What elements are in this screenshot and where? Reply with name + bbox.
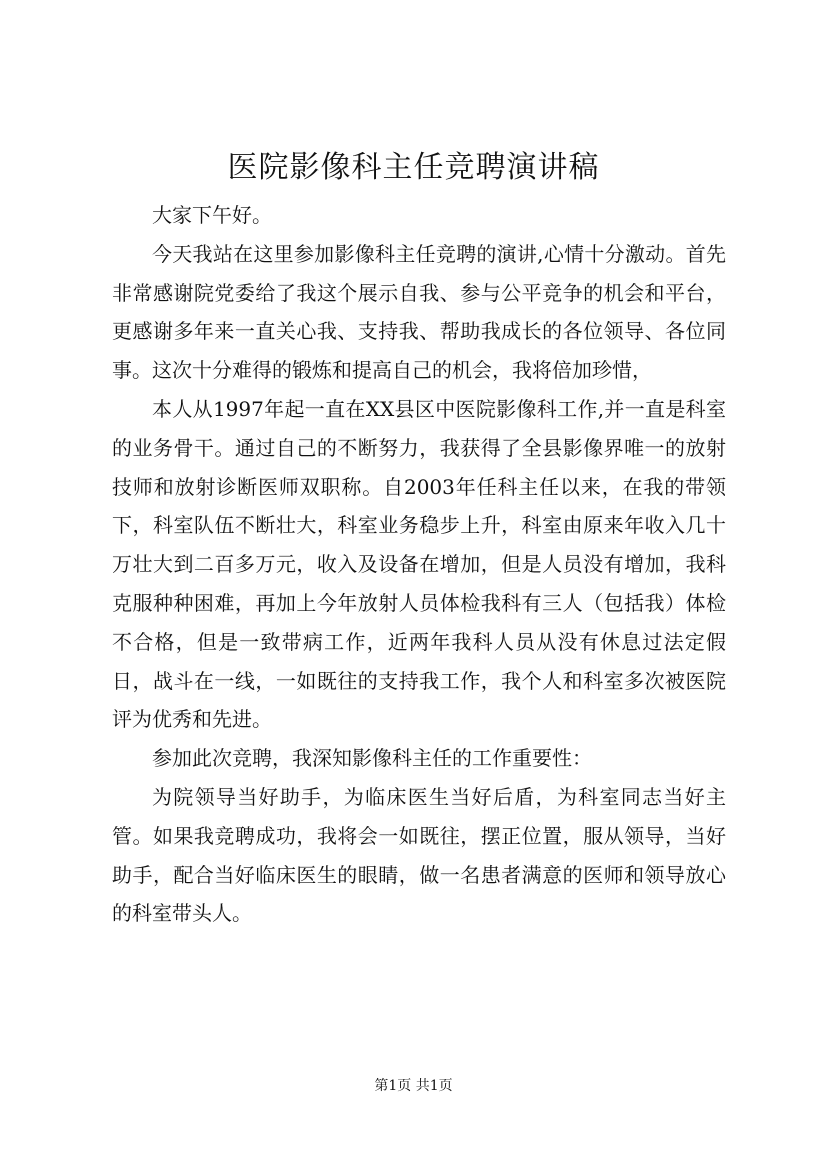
paragraph-importance: 参加此次竞聘，我深知影像科主任的工作重要性： bbox=[152, 746, 592, 771]
paragraph-commitment: 为院领导当好助手，为临床医生当好后盾，为科室同志当好主管。如果我竞聘成功，我将会一如既往，摆正位置，服从领导，当好助手，配合当好临床医生的眼睛，做一名患者满意的医师和领导放心的科室带头人。 bbox=[112, 784, 726, 926]
document-body bbox=[112, 196, 726, 933]
paragraph-introduction: 今天我站在这里参加影像科主任竞聘的演讲,心情十分激动。首先非常感谢院党委给了我这个展示自我、参与公平竞争的机会和平台，更感谢多年来一直关心我、支持我、帮助我成长的各位领导、各位同事。这次十分难得的锻炼和提高自己的机会，我将倍加珍惜， bbox=[112, 241, 726, 383]
paragraph-greeting: 大家下午好。 bbox=[152, 203, 272, 227]
paragraph-experience: 本人从1997年起一直在XX县区中医院影像科工作,并一直是科室的业务骨干。通过自己的不断努力，我获得了全县影像界唯一的放射技师和放射诊断医师双职称。自2003年任科主任以来，在我的带领下，科室队伍不断壮大，科室业务稳步上升，科室由原来年收入几十万壮大到二百多万元，收入及设备在增加，但是人员没有增加，我科克服种种困难，再加上今年放射人员体检我科有三人（包括我）体检不合格，但是一致带病工作，近两年我科人员从没有休息过法定假日，战斗在一线，一如既往的支持我工作，我个人和科室多次被医院评为优秀和先进。 bbox=[112, 396, 726, 732]
document-title: 医院影像科主任竞聘演讲稿 bbox=[227, 150, 600, 185]
page-footer: 第1页 共1页 bbox=[374, 1078, 453, 1094]
